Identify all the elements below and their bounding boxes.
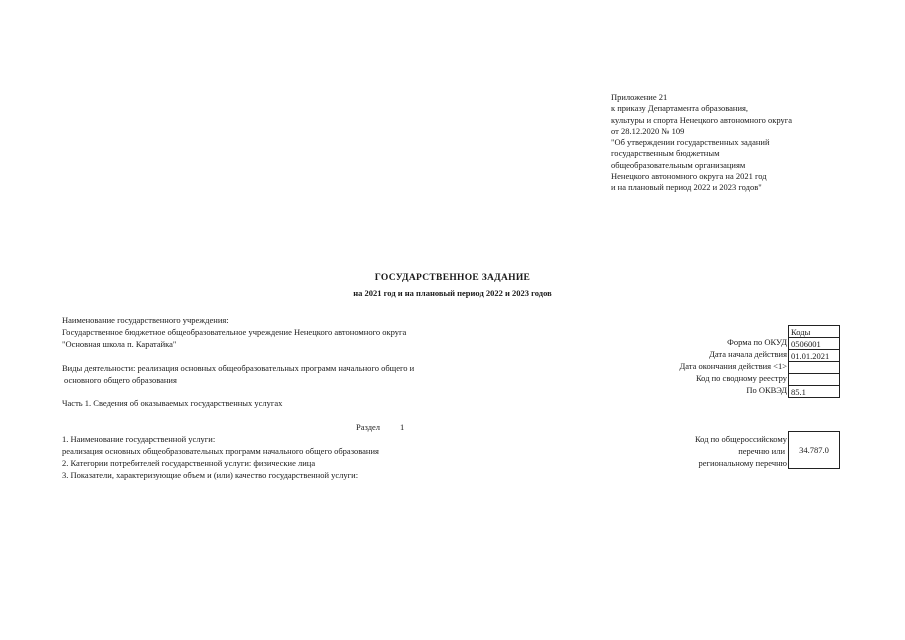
registry-label-1: Код по общероссийскому: [694, 434, 787, 444]
activities-line2: основного общего образования: [64, 375, 177, 385]
registry-label-3: региональному перечню: [698, 458, 787, 468]
appendix-line: государственным бюджетным: [611, 148, 720, 159]
service-item2: 2. Категории потребителей государственной услуги: физические лица: [62, 458, 316, 468]
appendix-line: культуры и спорта Ненецкого автономного округа: [611, 114, 793, 125]
code-value-start-date: 01.01.2021: [788, 349, 840, 362]
document-subtitle: на 2021 год и на плановый период 2022 и 2023 годов: [353, 288, 552, 298]
code-label-start-date: Дата начала действия: [709, 349, 787, 359]
registry-code: 34.787.0: [788, 431, 840, 469]
institution-name-line1: Государственное бюджетное общеобразовательное учреждение Ненецкого автономного округа: [62, 327, 407, 337]
code-value-okved: 85.1: [788, 385, 840, 398]
code-label-okud: Форма по ОКУД: [727, 337, 787, 347]
appendix-block: [611, 92, 792, 194]
appendix-line: общеобразовательным организациям: [611, 159, 746, 170]
code-label-registry: Код по сводному реестру: [695, 373, 787, 383]
institution-label: Наименование государственного учреждения:: [62, 315, 229, 325]
appendix-line: "Об утверждении государственных заданий: [611, 137, 770, 148]
part1-heading: Часть 1. Сведения об оказываемых государственных услугах: [62, 398, 283, 408]
appendix-line: к приказу Департамента образования,: [611, 103, 749, 114]
code-value-okud: 0506001: [788, 337, 840, 350]
appendix-line: и на плановый период 2022 и 2023 годов": [611, 182, 762, 193]
institution-name-line2: "Основная школа п. Каратайка": [62, 339, 177, 349]
document-title: ГОСУДАРСТВЕННОЕ ЗАДАНИЕ: [374, 273, 531, 283]
appendix-line: Приложение 21: [611, 92, 668, 102]
code-label-end-date: Дата окончания действия <1>: [679, 361, 787, 371]
code-label-okved: По ОКВЭД: [746, 385, 787, 395]
codes-header: Коды: [788, 325, 840, 338]
appendix-line: от 28.12.2020 № 109: [611, 125, 685, 136]
registry-label-2: перечню или: [738, 446, 785, 456]
service-item1-value: реализация основных общеобразовательных программ начального общего образования: [62, 446, 379, 456]
appendix-line: Ненецкого автономного округа на 2021 год: [611, 171, 767, 182]
service-item1: 1. Наименование государственной услуги:: [62, 434, 216, 444]
section-label: Раздел: [356, 422, 381, 432]
activities-line1: Виды деятельности: реализация основных общеобразовательных программ начального общего и: [62, 363, 415, 373]
service-item3: 3. Показатели, характеризующие объем и (или) качество государственной услуги:: [62, 470, 359, 480]
section-number: 1: [400, 422, 405, 432]
